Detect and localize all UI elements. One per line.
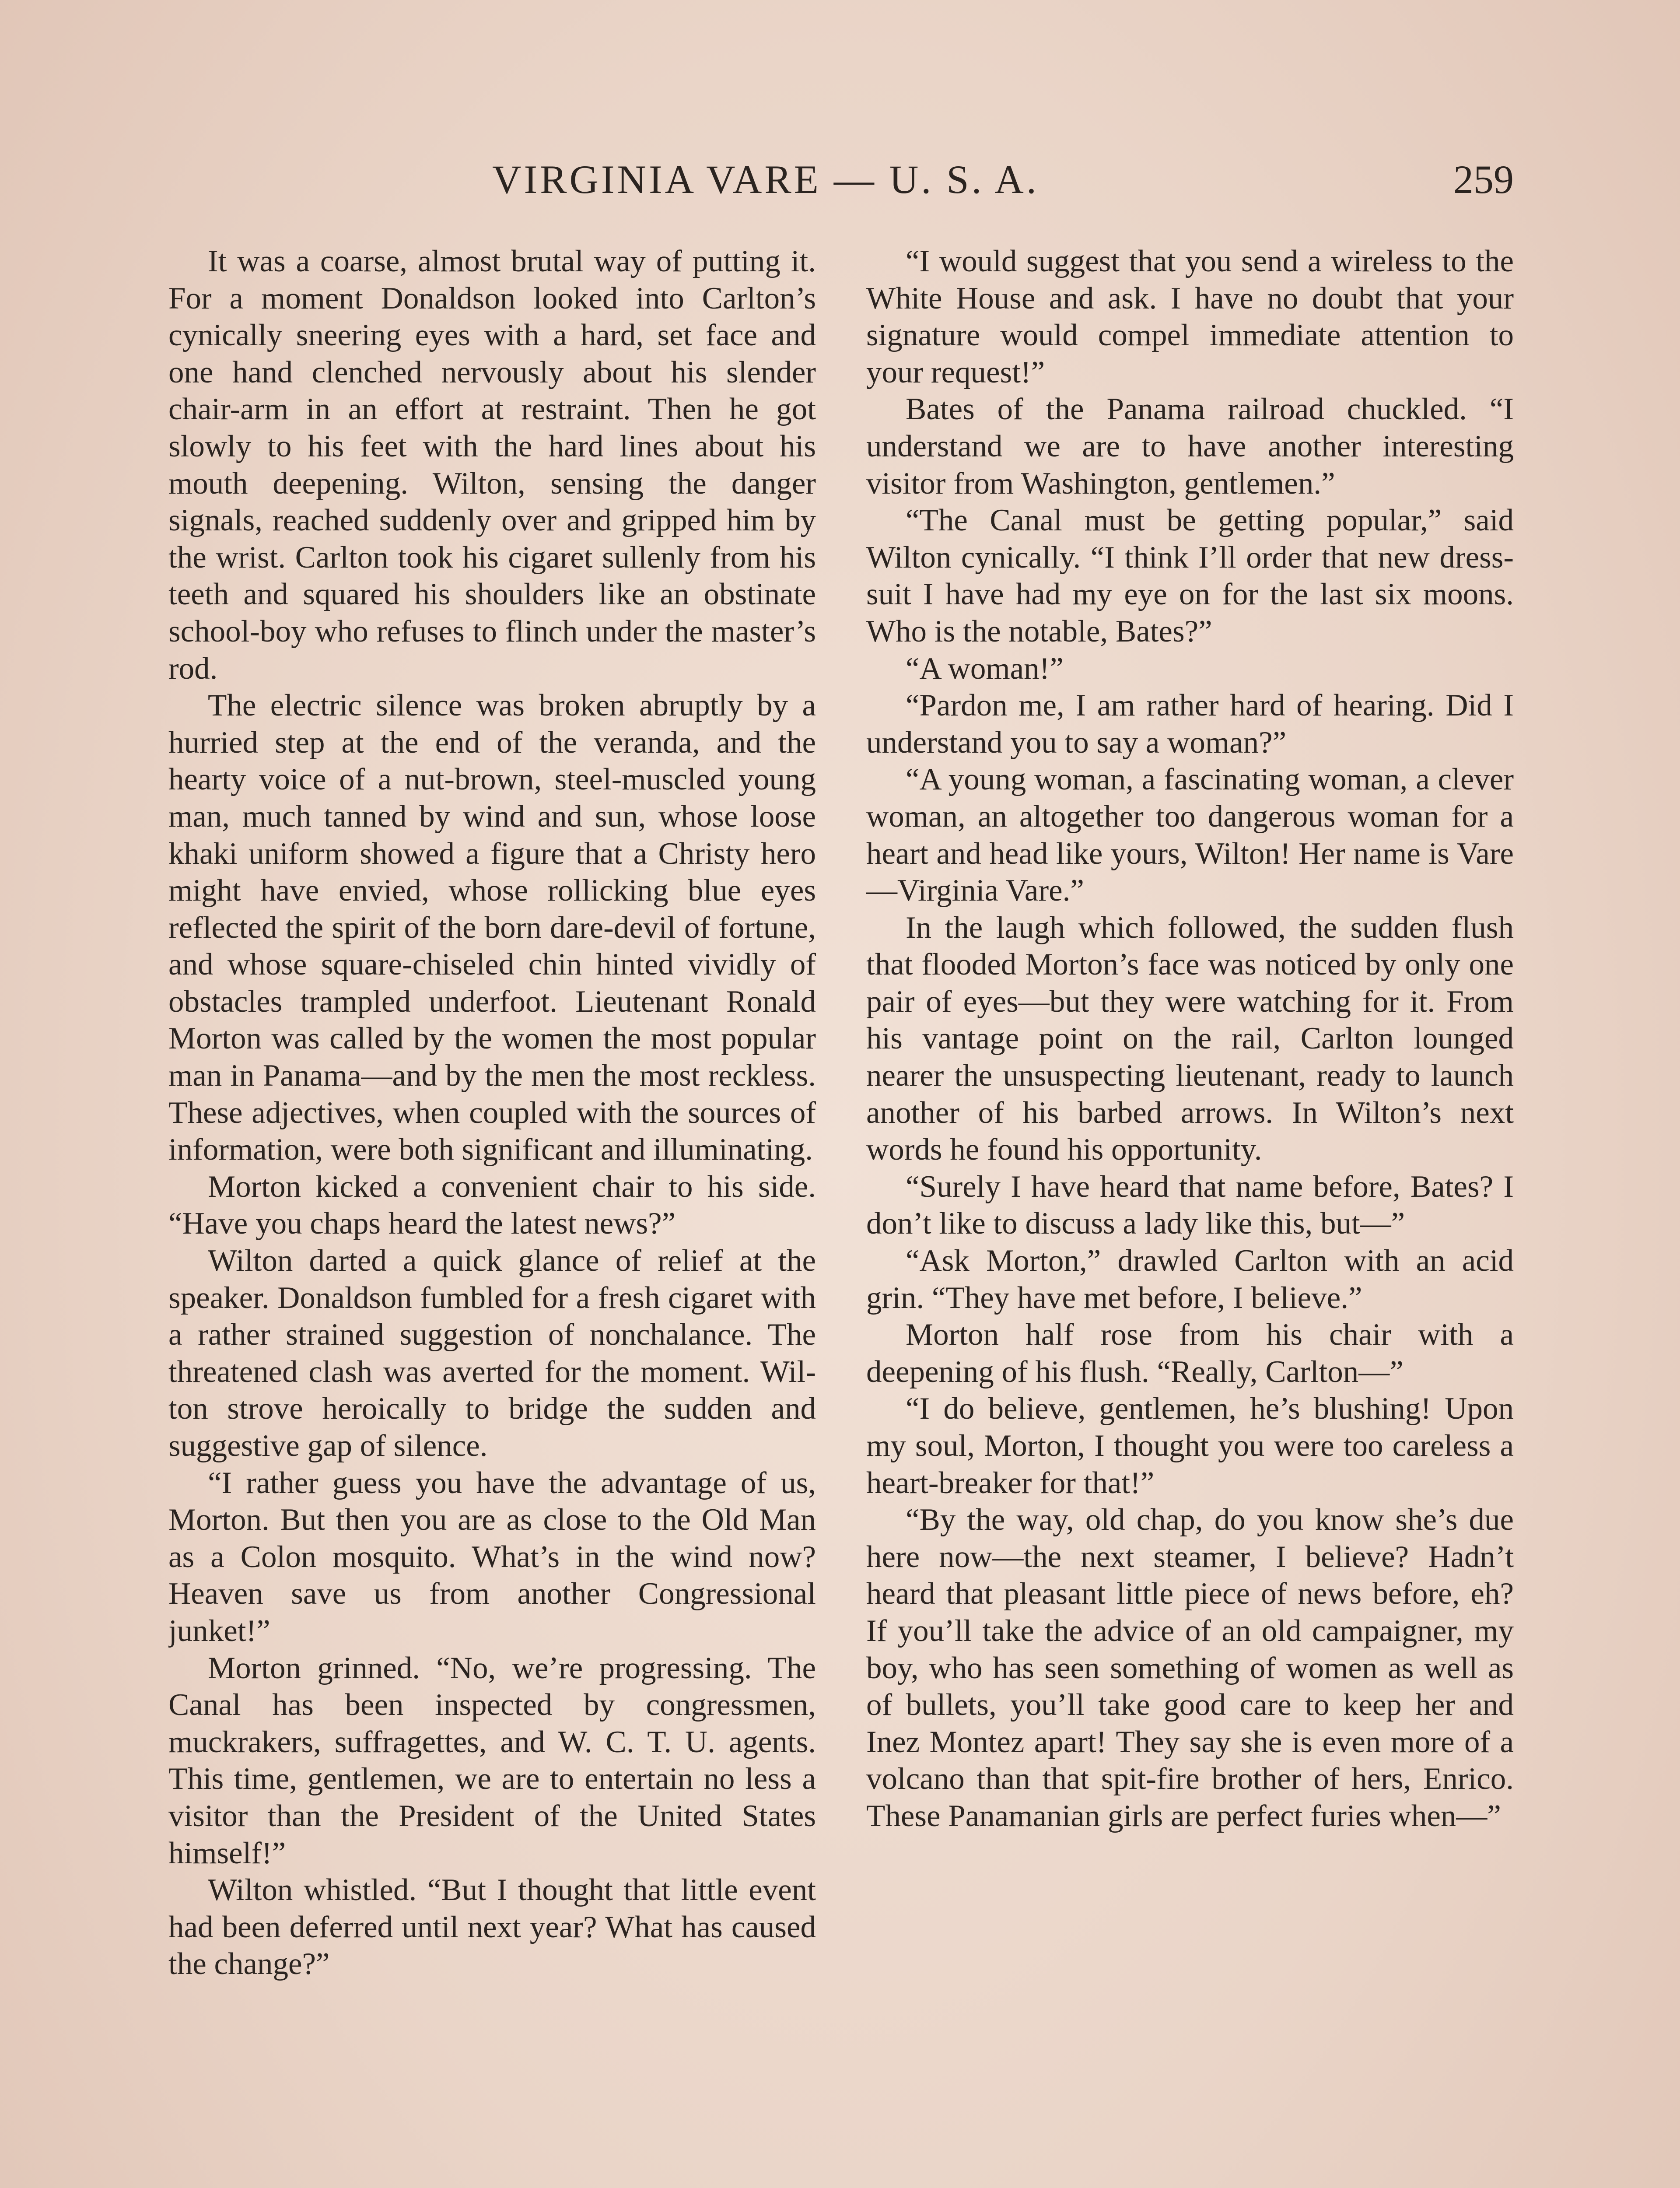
paragraph: “The Canal must be getting popular,” said Wilton cynically. “I think I’ll order that new dress-suit I have had my eye on for the last six moons. Who is the notable, Bates?” [866,503,1514,649]
paragraph: Wilton darted a quick glance of relief at the speaker. Donaldson fumbled for a fresh cigaret with a rather strained suggestion of nonchalance. The threatened clash was averted for the moment. Wilton strove heroically to bridge the sudden and suggestive gap of silence. [168,1244,816,1463]
paragraph: “By the way, old chap, do you know she’s due here now—the next steamer, I believe? Hadn’t heard that pleasant little piece of news before, eh? If you’ll take the advice of an old campaigner, my boy, who has seen something of women as well as of bullets, you’ll take good care to keep her and Inez Montez apart! They say she is even more of a volcano than that spit-fire brother of hers, Enrico. These Panamanian girls are perfect furies when—” [866,1503,1514,1833]
paragraph: Morton half rose from his chair with a deepening of his flush. “Really, Carlton—” [866,1318,1514,1389]
paragraph: Morton grinned. “No, we’re progressing. The Canal has been inspected by congressmen, muckrakers, suffragettes, and W. C. T. U. agents. This time, gentlemen, we are to entertain no less a visitor than the President of the United States himself!” [168,1651,816,1870]
paragraph: The electric silence was broken abruptly by a hurried step at the end of the veranda, and the hearty voice of a nut-brown, steel-muscled young man, much tanned by wind and sun, whose loose khaki uniform showed a figure that a Christy hero might have envied, whose rollicking blue eyes reflected the spirit of the born dare-devil of fortune, and whose square-chiseled chin hinted vividly of obstacles trampled underfoot. Lieutenant Ronald Morton was called by the women the most popular man in Panama—and by the men the most reckless. These adjectives, when coupled with the sources of information, were both significant and illuminating. [168,688,816,1167]
right-column [866,243,1514,2188]
paragraph: “Pardon me, I am rather hard of hearing. Did I understand you to say a woman?” [866,688,1514,760]
paragraph: “A woman!” [906,651,1064,686]
text-columns [168,243,1514,2188]
paragraph: “I rather guess you have the advantage of us, Morton. But then you are as close to the Old Man as a Colon mosquito. What’s in the wind now? Heaven save us from another Congressional junket!” [168,1466,816,1648]
running-title: VIRGINIA VARE — U. S. A. [492,157,1039,202]
paragraph: Wilton whistled. “But I thought that little event had been deferred until next year? What has caused the change?” [168,1873,816,1981]
paragraph: Morton kicked a convenient chair to his side. “Have you chaps heard the latest news?” [168,1169,816,1241]
paragraph: In the laugh which followed, the sudden flush that flooded Morton’s face was noticed by only one pair of eyes—but they were watching for it. From his vantage point on the rail, Carlton lounged nearer the unsuspecting lieutenant, ready to launch another of his barbed arrows. In Wilton’s next words he found his opportunity. [866,910,1514,1167]
paragraph: “I would suggest that you send a wireless to the White House and ask. I have no doubt that your signature would compel immediate attention to your request!” [866,244,1514,389]
page-header [171,153,1514,206]
paragraph: “I do believe, gentlemen, he’s blushing! Upon my soul, Morton, I thought you were too careless a heart-breaker for that!” [866,1392,1514,1500]
paragraph: “A young woman, a fascinating woman, a clever woman, an altogether too dangerous woman for a heart and head like yours, Wilton! Her name is Vare—Virginia Vare.” [866,762,1514,908]
left-column [168,243,816,2188]
paragraph: It was a coarse, almost brutal way of putting it. For a moment Donaldson looked into Carlton’s cynically sneering eyes with a hard, set face and one hand clenched nervously about his slender chair-arm in an effort at restraint. Then he got slowly to his feet with the hard lines about his mouth deepening. Wilton, sensing the danger signals, reached suddenly over and gripped him by the wrist. Carlton took his cigaret sullenly from his teeth and squared his shoulders like an obstinate school-boy who refuses to flinch under the master’s rod. [168,244,816,686]
paragraph: Bates of the Panama railroad chuckled. “I understand we are to have another interesting visitor from Washington, gentlemen.” [866,392,1514,501]
paragraph: “Ask Morton,” drawled Carlton with an acid grin. “They have met before, I believe.” [866,1244,1514,1315]
paragraph: “Surely I have heard that name before, Bates? I don’t like to discuss a lady like this, but—” [866,1169,1514,1241]
page-number: 259 [1453,157,1514,202]
